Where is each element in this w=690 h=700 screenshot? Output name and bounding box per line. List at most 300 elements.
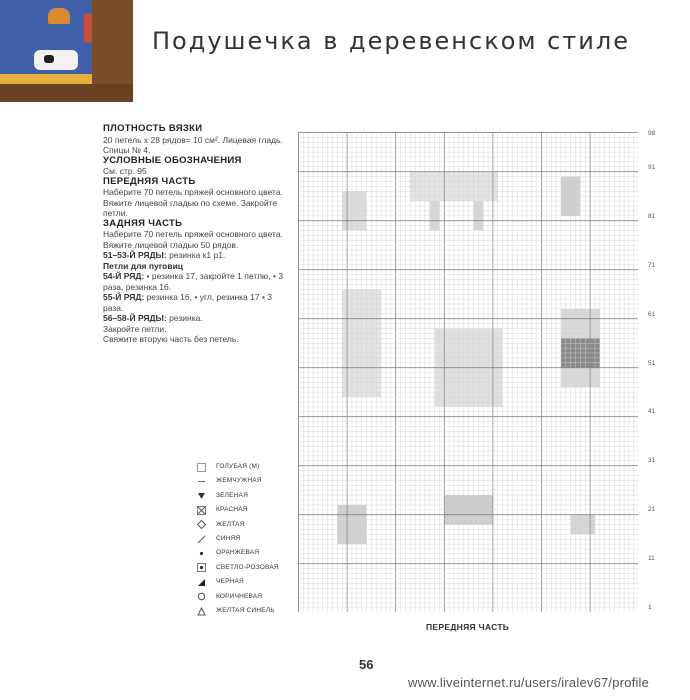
chart-tree-cell [571,191,576,196]
chart-person-cell [362,368,367,373]
chart-bird-cell [449,515,454,520]
chart-bird-cell [444,495,449,500]
chart-cow-leg-cell [478,201,483,206]
chart-bird-cell [454,495,459,500]
section-line: Вяжите лицевой гладью 50 рядов. [103,239,239,250]
chart-hen-cell [439,382,444,387]
chart-person-cell [342,294,347,299]
chart-person-cell [376,392,381,397]
chart-heart-cell [571,529,576,534]
chart-cow-cell [435,196,440,201]
chart-heart-cell [590,529,595,534]
chart-bird-cell [488,495,493,500]
chart-hen-cell [459,402,464,407]
chart-cow-cell [464,182,469,187]
chart-person-cell [576,333,581,338]
chart-person-body-cell [585,343,590,348]
chart-cow-cell [449,191,454,196]
chart-hen-cell [483,348,488,353]
chart-hen-cell [454,402,459,407]
chart-person-cell [595,382,600,387]
chart-person-cell [595,333,600,338]
chart-person-cell [576,382,581,387]
chart-hen-cell [469,382,474,387]
chart-windmill-cell [352,196,357,201]
photo-bench-seat [0,84,133,102]
triangle-up-icon [196,606,206,616]
triangle-down-icon [196,491,206,501]
chart-person-cell [367,392,372,397]
chart-hen-cell [498,373,503,378]
chart-hen-cell [459,358,464,363]
chart-person-cell [576,378,581,383]
chart-person-cell [342,348,347,353]
chart-person-body-cell [595,363,600,368]
legend-item [196,546,279,560]
chart-person-cell [347,309,352,314]
chart-hen-cell [483,373,488,378]
chart-hen-cell [469,353,474,358]
chart-person-cell [352,373,357,378]
chart-tree-cell [561,211,566,216]
chart-bird-cell [362,534,367,539]
chart-cow-cell [454,172,459,177]
chart-cow-cell [464,191,469,196]
chart-hen-cell [459,338,464,343]
chart-hen-cell [493,368,498,373]
chart-cow-cell [488,186,493,191]
legend-label: ЗЕЛЕНАЯ [216,491,248,499]
chart-hen-cell [483,329,488,334]
chart-hen-cell [483,368,488,373]
chart-person-cell [571,314,576,319]
chart-person-cell [376,304,381,309]
chart-hen-cell [439,368,444,373]
chart-bird-cell [337,510,342,515]
chart-windmill-cell [342,191,347,196]
chart-tree-cell [566,206,571,211]
chart-hen-cell [478,343,483,348]
chart-cow-cell [488,182,493,187]
chart-hen-cell [435,348,440,353]
chart-person-cell [576,314,581,319]
chart-person-cell [367,324,372,329]
chart-bird-cell [478,515,483,520]
chart-hen-cell [454,368,459,373]
chart-person-cell [590,333,595,338]
legend-item [196,532,279,546]
chart-person-body-cell [561,353,566,358]
chart-person-body-cell [580,343,585,348]
chart-hen-cell [493,387,498,392]
chart-cow-leg-cell [435,201,440,206]
chart-hen-cell [493,358,498,363]
chart-cow-cell [449,196,454,201]
chart-person-body-cell [571,343,576,348]
chart-hen-cell [464,329,469,334]
chart-person-cell [376,358,381,363]
chart-person-cell [571,333,576,338]
chart-hen-cell [449,358,454,363]
section-heading: УСЛОВНЫЕ ОБОЗНАЧЕНИЯ [103,154,242,166]
chart-person-cell [376,338,381,343]
chart-person-cell [357,309,362,314]
chart-hen-cell [449,373,454,378]
chart-bird-cell [342,515,347,520]
chart-person-cell [342,387,347,392]
chart-bird-cell [352,510,357,515]
dot-icon [196,549,206,559]
chart-person-body-cell [590,348,595,353]
chart-windmill-cell [352,226,357,231]
chart-heart-cell [580,515,585,520]
chart-cow-cell [459,186,464,191]
chart-hen-cell [449,348,454,353]
chart-person-cell [376,324,381,329]
chart-person-cell [357,353,362,358]
chart-bird-cell [473,510,478,515]
row-number: 11 [648,555,655,562]
chart-person-cell [371,289,376,294]
chart-tree-cell [571,177,576,182]
chart-person-cell [371,343,376,348]
chart-hen-cell [449,343,454,348]
chart-cow-cell [454,191,459,196]
chart-bird-cell [464,500,469,505]
legend-label: СИНЯЯ [216,534,241,542]
chart-person-body-cell [566,353,571,358]
legend-label: ГОЛУБАЯ (М) [216,463,260,470]
chart-hen-cell [473,397,478,402]
chart-cow-cell [415,186,420,191]
chart-person-cell [362,358,367,363]
chart-person-cell [352,353,357,358]
chart-person-cell [347,324,352,329]
chart-person-cell [590,319,595,324]
chart-hen-cell [488,358,493,363]
chart-bird-cell [444,500,449,505]
chart-person-cell [561,368,566,373]
chart-person-cell [371,329,376,334]
chart-heart-cell [585,529,590,534]
dash-icon [196,477,206,487]
chart-person-cell [367,353,372,358]
chart-windmill-cell [352,211,357,216]
chart-bird-cell [449,510,454,515]
chart-hen-cell [488,392,493,397]
chart-hen-cell [478,392,483,397]
chart-cow-cell [464,177,469,182]
chart-hen-cell [435,373,440,378]
chart-bird-cell [347,529,352,534]
photo-hen-motif [48,8,70,24]
chart-cow-leg-cell [430,221,435,226]
chart-bird-cell [464,495,469,500]
chart-bird-cell [342,505,347,510]
chart-hen-cell [478,329,483,334]
chart-bird-cell [488,515,493,520]
chart-windmill-cell [352,206,357,211]
chart-hen-cell [449,392,454,397]
chart-tree-cell [576,191,581,196]
chart-person-cell [362,314,367,319]
chart-person-cell [362,333,367,338]
chart-person-cell [342,378,347,383]
chart-person-body-cell [595,338,600,343]
chart-bird-cell [337,520,342,525]
chart-person-body-cell [561,363,566,368]
chart-cow-leg-cell [478,211,483,216]
chart-cow-cell [483,191,488,196]
chart-person-cell [352,299,357,304]
chart-hen-cell [478,333,483,338]
chart-bird-cell [357,515,362,520]
chart-bird-cell [342,520,347,525]
chart-person-cell [352,324,357,329]
chart-cow-cell [454,186,459,191]
chart-person-cell [357,373,362,378]
chart-person-cell [371,353,376,358]
chart-hen-cell [464,373,469,378]
chart-person-body-cell [595,353,600,358]
chart-windmill-cell [352,201,357,206]
chart-windmill-cell [347,226,352,231]
section-line: Наберите 70 петель пряжей основного цвета. [103,229,283,239]
chart-hen-cell [469,368,474,373]
chart-person-cell [342,368,347,373]
row-text: резинка. [166,313,203,323]
crossed-square-icon [196,505,206,515]
chart-bird-cell [337,539,342,544]
row-label: 51–53-Й РЯДЫ: [103,250,167,260]
chart-hen-cell [483,353,488,358]
chart-person-cell [576,329,581,334]
chart-person-cell [347,333,352,338]
chart-hen-cell [464,402,469,407]
chart-hen-cell [454,338,459,343]
chart-cow-cell [464,172,469,177]
chart-tree-cell [561,201,566,206]
chart-bird-cell [362,539,367,544]
chart-person-cell [590,373,595,378]
chart-person-cell [342,314,347,319]
chart-cow-cell [473,196,478,201]
chart-tree-cell [566,186,571,191]
chart-hen-cell [439,363,444,368]
chart-bird-cell [352,534,357,539]
chart-cow-cell [410,177,415,182]
chart-person-cell [371,387,376,392]
chart-person-cell [371,348,376,353]
chart-bird-cell [357,525,362,530]
chart-cow-cell [435,186,440,191]
photo-figure-motif [84,14,92,42]
chart-person-body-cell [585,363,590,368]
chart-bird-cell [483,515,488,520]
chart-person-cell [342,333,347,338]
legend-label: ОРАНЖЕВАЯ [216,549,260,557]
chart-heart-cell [571,525,576,530]
chart-person-body-cell [566,363,571,368]
chart-hen-cell [478,338,483,343]
chart-person-cell [566,319,571,324]
chart-person-body-cell [595,348,600,353]
chart-bird-cell [488,505,493,510]
row-number: 71 [648,262,656,269]
chart-person-cell [376,294,381,299]
chart-person-cell [352,338,357,343]
chart-person-cell [590,382,595,387]
chart-windmill-cell [347,196,352,201]
chart-person-cell [352,363,357,368]
chart-person-cell [376,387,381,392]
chart-hen-cell [459,363,464,368]
chart-person-cell [367,373,372,378]
chart-hen-cell [435,368,440,373]
chart-cow-cell [425,182,430,187]
chart-cow-cell [444,172,449,177]
row-text: резинка к1 р1. [166,250,226,260]
chart-windmill-cell [342,196,347,201]
chart-hen-cell [493,397,498,402]
chart-person-body-cell [585,358,590,363]
chart-hen-cell [473,343,478,348]
chart-bird-cell [478,510,483,515]
section-line: См. стр. 95 [103,166,147,176]
row-label: 55-Й РЯД: [103,292,145,302]
chart-person-cell [590,309,595,314]
chart-person-cell [357,382,362,387]
chart-hen-cell [459,387,464,392]
chart-windmill-cell [347,216,352,221]
row-number: 31 [648,457,656,464]
chart-hen-cell [498,378,503,383]
chart-bird-cell [362,525,367,530]
section-line: Спицы № 4. [103,145,151,155]
chart-heart-cell [576,529,581,534]
chart-hen-cell [488,387,493,392]
chart-person-cell [595,368,600,373]
chart-cow-cell [439,182,444,187]
chart-person-cell [376,289,381,294]
chart-hen-cell [488,397,493,402]
chart-hen-cell [493,333,498,338]
color-legend [196,460,279,618]
chart-person-cell [367,304,372,309]
chart-cow-cell [459,196,464,201]
chart-person-cell [371,309,376,314]
chart-hen-cell [473,402,478,407]
chart-hen-cell [473,368,478,373]
section-heading: ЗАДНЯЯ ЧАСТЬ [103,217,183,229]
chart-bird-cell [464,515,469,520]
chart-hen-cell [459,382,464,387]
chart-person-cell [561,329,566,334]
chart-person-cell [585,324,590,329]
chart-cow-cell [425,191,430,196]
chart-hen-cell [478,382,483,387]
chart-hen-cell [488,338,493,343]
chart-hen-cell [459,392,464,397]
chart-person-body-cell [561,338,566,343]
row-number: 98 [648,130,656,137]
row-number: 41 [648,408,656,415]
chart-person-cell [362,353,367,358]
page-title: Подушечка в деревенском стиле [152,27,630,55]
chart-cow-cell [488,172,493,177]
chart-person-cell [367,363,372,368]
chart-windmill-cell [357,211,362,216]
section-line [103,250,293,261]
chart-person-body-cell [595,343,600,348]
chart-heart-cell [590,520,595,525]
chart-person-cell [362,378,367,383]
chart-person-cell [342,289,347,294]
section-front [103,177,293,219]
chart-person-cell [342,299,347,304]
chart-person-body-cell [576,348,581,353]
chart-windmill-cell [362,221,367,226]
chart-bird-cell [337,525,342,530]
chart-person-cell [371,382,376,387]
chart-cow-cell [473,172,478,177]
chart-hen-cell [478,368,483,373]
section-heading: ПЛОТНОСТЬ ВЯЗКИ [103,123,203,134]
section-line: петли. [103,208,128,218]
chart-hen-cell [444,368,449,373]
chart-hen-cell [488,378,493,383]
chart-person-cell [357,329,362,334]
chart-person-cell [595,324,600,329]
legend-label: КОРИЧНЕВАЯ [216,592,263,600]
chart-hen-cell [493,373,498,378]
chart-tree-cell [571,186,576,191]
chart-person-body-cell [580,353,585,358]
chart-person-cell [580,329,585,334]
legend-item [196,460,279,474]
chart-person-body-cell [590,363,595,368]
chart-person-cell [352,343,357,348]
chart-person-cell [352,314,357,319]
chart-cow-cell [483,186,488,191]
chart-windmill-cell [362,206,367,211]
chart-cow-cell [439,172,444,177]
chart-windmill-cell [342,206,347,211]
chart-person-cell [580,324,585,329]
chart-person-cell [376,319,381,324]
chart-bird-cell [337,505,342,510]
chart-tree-cell [571,196,576,201]
chart-cow-cell [454,196,459,201]
chart-person-body-cell [580,348,585,353]
chart-person-cell [362,392,367,397]
chart-bird-cell [362,515,367,520]
chart-bird-cell [347,505,352,510]
chart-person-cell [342,319,347,324]
chart-person-cell [561,314,566,319]
chart-bird-cell [478,505,483,510]
chart-person-cell [357,378,362,383]
chart-cow-leg-cell [430,206,435,211]
chart-hen-cell [488,353,493,358]
chart-hen-cell [488,363,493,368]
chart-cow-cell [493,182,498,187]
chart-person-cell [580,319,585,324]
chart-cow-cell [459,172,464,177]
chart-hen-cell [459,329,464,334]
chart-cow-cell [430,196,435,201]
chart-hen-cell [469,392,474,397]
